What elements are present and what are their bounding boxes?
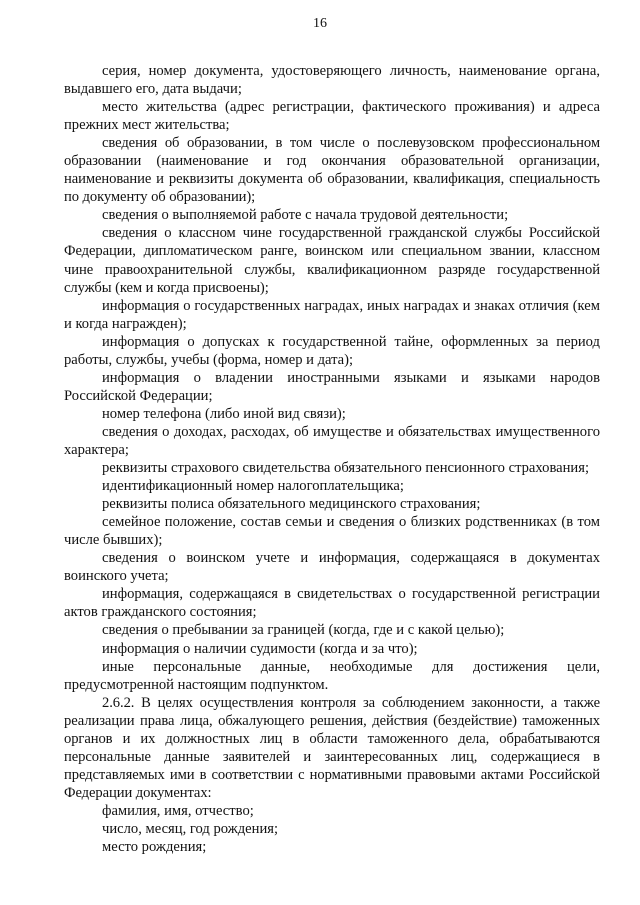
- paragraph-birth-place: место рождения;: [102, 839, 207, 856]
- paragraph-awards: информация о государственных наградах, иных наградах и знаках отличия (кем и когда награжден);: [64, 297, 600, 332]
- paragraph-section-2-6-2: 2.6.2. В целях осуществления контроля за соблюдением законности, а также реализации права лица, обжалующего решения, действия (бездействие) таможенных органов и их должностных лиц в области таможенного дела, обрабатываются персональные данные заявителей и заинтересованных лиц, содержащиеся в представляемых ими в соответствии с нормативными правовыми актами Российской Федерации документах:: [64, 694, 600, 801]
- page-number: 16: [313, 16, 327, 31]
- paragraph-civil-status: информация, содержащаяся в свидетельствах о государственной регистрации актов гражданского состояния;: [64, 586, 600, 621]
- paragraph-residence: место жительства (адрес регистрации, фактического проживания) и адреса прежних мест жительства;: [64, 99, 600, 134]
- paragraph-family: семейное положение, состав семьи и сведения о близких родственниках (в том числе бывших);: [64, 514, 600, 549]
- paragraph-work-history: сведения о выполняемой работе с начала трудовой деятельности;: [102, 207, 509, 224]
- paragraph-medical-insurance: реквизиты полиса обязательного медицинского страхования;: [102, 496, 481, 513]
- paragraph-stay-abroad: сведения о пребывании за границей (когда, где и с какой целью);: [102, 622, 505, 639]
- paragraph-other-data: иные персональные данные, необходимые для достижения цели, предусмотренной настоящим подпунктом.: [64, 658, 600, 693]
- paragraph-state-secret-clearance: информация о допусках к государственной тайне, оформленных за период работы, службы, учебы (форма, номер и дата);: [64, 333, 600, 368]
- paragraph-class-rank: сведения о классном чине государственной гражданской службы Российской Федерации, дипломатическом ранге, воинском или специальном звании, классном чине правоохранительной службы, квалификационном разряде государственной службы (кем и когда присвоены);: [64, 225, 600, 296]
- paragraph-tax-number: идентификационный номер налогоплательщика;: [102, 478, 404, 495]
- paragraph-pension-insurance: реквизиты страхового свидетельства обязательного пенсионного страхования;: [102, 460, 590, 477]
- document-body: [64, 62, 600, 856]
- paragraph-military-registration: сведения о воинском учете и информация, содержащаяся в документах воинского учета;: [64, 550, 600, 585]
- paragraph-education: сведения об образовании, в том числе о послевузовском профессиональном образовании (наименование и год окончания образовательной организации, наименование и реквизиты документа об образовании, квалификация, специальность по документу об образовании);: [64, 135, 600, 206]
- paragraph-birth-date: число, месяц, год рождения;: [102, 820, 279, 837]
- paragraph-phone: номер телефона (либо иной вид связи);: [102, 405, 346, 422]
- paragraph-identity-document: серия, номер документа, удостоверяющего личность, наименование органа, выдавшего его, дата выдачи;: [64, 63, 600, 98]
- paragraph-criminal-record: информация о наличии судимости (когда и за что);: [102, 640, 418, 657]
- paragraph-full-name: фамилия, имя, отчество;: [102, 802, 254, 819]
- paragraph-languages: информация о владении иностранными языками и языками народов Российской Федерации;: [64, 369, 600, 404]
- paragraph-income-property: сведения о доходах, расходах, об имуществе и обязательствах имущественного характера;: [64, 423, 600, 458]
